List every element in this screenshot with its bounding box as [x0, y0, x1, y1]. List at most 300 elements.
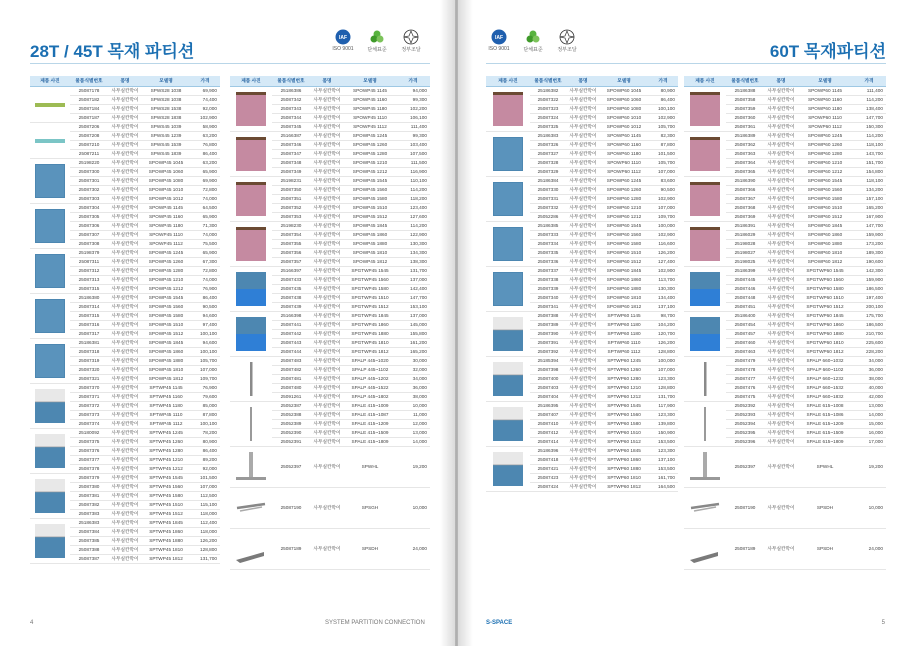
product-photo-cell	[486, 447, 530, 492]
name-cell: 사무실칸막이	[310, 411, 344, 420]
model-cell: SPOWP60 1112	[600, 168, 648, 177]
name-cell: 사무실칸막이	[764, 240, 798, 249]
model-cell: SPWS28 1538	[142, 105, 190, 114]
item-id-cell: 25087346	[272, 141, 310, 150]
price-cell: 126,200	[648, 249, 678, 258]
model-cell: SPALE 615~1008	[798, 402, 852, 411]
price-cell: 92,000	[190, 105, 220, 114]
price-cell: 138,300	[396, 258, 430, 267]
name-cell: 사무실칸막이	[566, 438, 600, 447]
name-cell: 사무실칸막이	[310, 132, 344, 141]
model-cell: SPTWP45 1860	[142, 528, 190, 537]
price-cell: 112,500	[190, 492, 220, 501]
price-cell: 116,900	[396, 168, 430, 177]
name-cell: 사무실칸막이	[310, 195, 344, 204]
model-cell: SPOWP45 1560	[142, 303, 190, 312]
price-cell: 67,300	[190, 258, 220, 267]
name-cell: 사무실칸막이	[108, 267, 142, 276]
price-cell: 12,000	[396, 420, 430, 429]
model-cell: SPOWP60 1260	[600, 186, 648, 195]
item-id-cell: 25185394	[530, 357, 566, 366]
item-id-cell: 25186389	[726, 132, 764, 141]
model-cell: SPOWP60 1845	[798, 222, 852, 231]
name-cell: 사무실칸막이	[566, 357, 600, 366]
model-cell: SPOWP60 1012	[600, 123, 648, 132]
model-cell: SPALP 445~1522	[344, 384, 396, 393]
item-id-cell: 25052286	[530, 213, 566, 222]
model-cell: SPOWP60 1880	[600, 285, 648, 294]
table-row	[30, 339, 220, 348]
model-cell: SPOWP60 1245	[600, 177, 648, 186]
price-cell: 83,600	[648, 177, 678, 186]
price-cell: 134,200	[852, 186, 886, 195]
name-cell: 사무실칸막이	[566, 213, 600, 222]
name-cell: 사무실칸막이	[108, 231, 142, 240]
model-cell: SPTWP60 1112	[600, 348, 648, 357]
name-cell: 사무실칸막이	[108, 384, 142, 393]
bracket-icon	[688, 491, 722, 525]
name-cell: 사무실칸막이	[764, 393, 798, 402]
name-cell: 사무실칸막이	[566, 186, 600, 195]
model-cell: SPOWP45 1580	[142, 312, 190, 321]
price-cell: 34,000	[396, 375, 430, 384]
model-cell: SPTWP45 1512	[142, 510, 190, 519]
model-cell: SPGTWP45 1812	[344, 348, 396, 357]
item-id-cell: 25052389	[272, 420, 310, 429]
item-id-cell: 25087344	[272, 114, 310, 123]
item-id-cell: 25186380	[70, 294, 108, 303]
name-cell: 사무실칸막이	[108, 411, 142, 420]
table-header-row	[684, 76, 886, 87]
model-cell: SPOWP45 1512	[142, 330, 190, 339]
name-cell: 사무실칸막이	[764, 123, 798, 132]
model-cell: SPALE 615~1509	[798, 429, 852, 438]
item-id-cell: 25087442	[272, 330, 310, 339]
table-row	[230, 488, 430, 529]
model-cell: SPWS28 1838	[142, 114, 190, 123]
model-cell: SPTWP60 1180	[600, 330, 648, 339]
item-id-cell: 25087326	[530, 141, 566, 150]
price-cell: 94,000	[396, 87, 430, 96]
model-cell: SPTWP60 1212	[600, 393, 648, 402]
price-cell: 101,500	[190, 474, 220, 483]
item-id-cell: 25087448	[726, 294, 764, 303]
product-photo-cell	[230, 177, 272, 222]
price-cell: 42,000	[852, 393, 886, 402]
item-id-cell: 25087359	[726, 105, 764, 114]
model-cell: SPGTWP60 1580	[798, 285, 852, 294]
name-cell: 사무실칸막이	[566, 447, 600, 456]
price-cell: 101,500	[648, 150, 678, 159]
item-id-cell: 25087400	[530, 375, 566, 384]
name-cell: 사무실칸막이	[108, 186, 142, 195]
name-cell: 사무실칸막이	[566, 384, 600, 393]
item-id-cell: 25087424	[530, 483, 566, 492]
name-cell: 사무실칸막이	[108, 465, 142, 474]
item-id-cell: 25087324	[530, 114, 566, 123]
price-cell: 90,500	[648, 186, 678, 195]
price-cell: 127,400	[648, 258, 678, 267]
col-name: 품명	[310, 76, 344, 87]
price-cell: 107,000	[648, 168, 678, 177]
item-id-cell: 25087379	[70, 474, 108, 483]
price-cell: 13,000	[396, 429, 430, 438]
model-cell: SPOWP60 1545	[600, 222, 648, 231]
model-cell: SPOWP60 1510	[600, 249, 648, 258]
price-cell: 74,400	[190, 96, 220, 105]
item-id-cell: 25087315	[70, 285, 108, 294]
name-cell: 사무실칸막이	[108, 159, 142, 168]
model-cell: SPOWP45 1210	[142, 276, 190, 285]
pink-fabric-panel-icon	[690, 92, 720, 126]
left-cert-logos	[330, 29, 424, 53]
product-photo-cell	[230, 132, 272, 177]
price-cell: 128,800	[190, 546, 220, 555]
model-cell: SPOWP45 1510	[344, 204, 396, 213]
name-cell: 사무실칸막이	[764, 177, 798, 186]
product-photo-cell	[684, 132, 726, 177]
item-id-cell: 25087480	[272, 384, 310, 393]
item-id-cell: 25087435	[272, 285, 310, 294]
teal-strip-panel-icon	[35, 128, 65, 154]
product-photo-cell	[684, 87, 726, 132]
item-id-cell: 25087356	[272, 249, 310, 258]
name-cell: 사무실칸막이	[566, 420, 600, 429]
model-cell: SPOWP45 1210	[344, 159, 396, 168]
product-photo-cell	[30, 519, 70, 564]
product-photo-cell	[486, 267, 530, 312]
model-cell: SPTWP60 1110	[600, 339, 648, 348]
table-row	[684, 132, 886, 141]
price-cell: 109,700	[648, 213, 678, 222]
model-cell: SPOWP45 1545	[344, 177, 396, 186]
model-cell: SPSDH	[798, 529, 852, 570]
table-header-row	[486, 76, 678, 87]
model-cell: SPTWP45 1180	[142, 402, 190, 411]
model-cell: SPTWP45 1560	[142, 483, 190, 492]
name-cell: 사무실칸막이	[764, 529, 798, 570]
price-cell: 10,000	[852, 488, 886, 529]
item-id-cell: 25052392	[726, 402, 764, 411]
price-cell: 87,800	[190, 411, 220, 420]
name-cell: 사무실칸막이	[566, 105, 600, 114]
name-cell: 사무실칸막이	[764, 105, 798, 114]
item-id-cell: 25198220	[70, 159, 108, 168]
price-cell: 138,400	[852, 105, 886, 114]
name-cell: 사무실칸막이	[566, 483, 600, 492]
price-cell: 147,700	[852, 114, 886, 123]
price-cell: 102,900	[190, 114, 220, 123]
table-row	[684, 447, 886, 488]
price-cell: 89,200	[190, 456, 220, 465]
item-id-cell: 25087371	[70, 393, 108, 402]
name-cell: 사무실칸막이	[310, 303, 344, 312]
product-photo-cell	[230, 402, 272, 447]
price-cell: 69,900	[190, 177, 220, 186]
group-standard-logo-icon	[525, 29, 541, 45]
table-row	[486, 357, 678, 366]
item-id-cell: 25166398	[272, 312, 310, 321]
item-id-cell: 25087362	[726, 141, 764, 150]
model-cell: SPOWP60 1112	[798, 123, 852, 132]
product-photo-cell	[230, 447, 272, 488]
blue-fabric-panel-icon	[493, 182, 523, 216]
item-id-cell: 25087388	[70, 546, 108, 555]
item-id-cell: 25087410	[530, 420, 566, 429]
model-cell: SPALE 415~1509	[344, 429, 396, 438]
model-cell: SPTWP45 1245	[142, 429, 190, 438]
name-cell: 사무실칸막이	[108, 249, 142, 258]
table-row	[230, 357, 430, 366]
product-photo-cell	[486, 222, 530, 267]
item-id-cell: 25087454	[726, 321, 764, 330]
iso-logo-icon	[491, 29, 507, 45]
item-id-cell: 25087339	[530, 285, 566, 294]
price-cell: 200,100	[852, 303, 886, 312]
item-id-cell: 25087391	[530, 339, 566, 348]
name-cell: 사무실칸막이	[566, 411, 600, 420]
model-cell: SPOWP45 1145	[344, 87, 396, 96]
col-model: 모델명	[600, 76, 648, 87]
price-cell: 137,100	[648, 303, 678, 312]
model-cell: SPOWP45 1860	[142, 348, 190, 357]
price-cell: 40,000	[852, 384, 886, 393]
item-id-cell: 25087446	[726, 285, 764, 294]
price-cell: 161,200	[396, 339, 430, 348]
price-cell: 153,500	[648, 438, 678, 447]
name-cell: 사무실칸막이	[310, 285, 344, 294]
model-cell: SPOWP60 1580	[600, 240, 648, 249]
price-cell: 94,600	[190, 312, 220, 321]
name-cell: 사무실칸막이	[310, 168, 344, 177]
price-cell: 76,800	[190, 141, 220, 150]
name-cell: 사무실칸막이	[108, 447, 142, 456]
item-id-cell: 25052397	[272, 447, 310, 488]
iso-cert	[330, 29, 356, 53]
right-table-2	[684, 76, 886, 570]
item-id-cell: 25087331	[530, 195, 566, 204]
pink-fabric-panel-icon	[493, 92, 523, 126]
price-cell: 36,000	[852, 366, 886, 375]
col-price: 가격	[190, 76, 220, 87]
price-cell: 97,400	[190, 321, 220, 330]
price-cell: 105,700	[648, 123, 678, 132]
two-tone-panel-icon	[35, 389, 65, 423]
item-id-cell: 25087317	[70, 330, 108, 339]
model-cell: SPTWP45 1145	[142, 384, 190, 393]
col-photo: 제품 사진	[486, 76, 530, 87]
price-cell: 130,300	[396, 240, 430, 249]
price-cell: 137,100	[648, 456, 678, 465]
model-cell: SPOWP60 1845	[600, 267, 648, 276]
price-cell: 100,100	[190, 348, 220, 357]
name-cell: 사무실칸막이	[566, 222, 600, 231]
model-cell: SPTWP45 1810	[142, 546, 190, 555]
price-cell: 86,400	[190, 294, 220, 303]
name-cell: 사무실칸막이	[764, 330, 798, 339]
name-cell: 사무실칸막이	[108, 393, 142, 402]
item-id-cell: 25087348	[272, 159, 310, 168]
price-cell: 126,200	[648, 339, 678, 348]
item-id-cell: 25087315	[70, 312, 108, 321]
name-cell: 사무실칸막이	[108, 132, 142, 141]
item-id-cell: 25186388	[726, 87, 764, 96]
item-id-cell: 25166387	[272, 132, 310, 141]
item-id-cell: 25186395	[530, 402, 566, 411]
name-cell: 사무실칸막이	[764, 375, 798, 384]
name-cell: 사무실칸막이	[108, 510, 142, 519]
product-photo-cell	[230, 267, 272, 312]
name-cell: 사무실칸막이	[566, 267, 600, 276]
item-id-cell: 25087367	[726, 195, 764, 204]
name-cell: 사무실칸막이	[310, 258, 344, 267]
price-cell: 155,800	[396, 330, 430, 339]
name-cell: 사무실칸막이	[764, 411, 798, 420]
price-cell: 186,500	[852, 321, 886, 330]
model-cell: SPTWP45 1112	[142, 420, 190, 429]
col-name: 품명	[764, 76, 798, 87]
model-cell: SPGTWP45 1510	[344, 294, 396, 303]
item-id-cell: 25087475	[726, 393, 764, 402]
name-cell: 사무실칸막이	[566, 150, 600, 159]
item-id-cell: 25091261	[272, 393, 310, 402]
table-row	[684, 222, 886, 231]
price-cell: 107,000	[190, 366, 220, 375]
price-cell: 99,300	[396, 132, 430, 141]
name-cell: 사무실칸막이	[108, 492, 142, 501]
name-cell: 사무실칸막이	[566, 123, 600, 132]
name-cell: 사무실칸막이	[764, 141, 798, 150]
name-cell: 사무실칸막이	[566, 168, 600, 177]
price-cell: 147,700	[396, 294, 430, 303]
price-cell: 117,900	[648, 402, 678, 411]
item-id-cell: 25087312	[70, 267, 108, 276]
price-cell: 72,800	[190, 267, 220, 276]
item-id-cell: 25087374	[70, 420, 108, 429]
item-id-cell: 25087390	[530, 330, 566, 339]
model-cell: SPTWP45 1845	[142, 519, 190, 528]
name-cell: 사무실칸막이	[764, 438, 798, 447]
left-page-title: 28T / 45T 목재 파티션	[30, 42, 195, 61]
item-id-cell: 25087369	[726, 213, 764, 222]
right-brand-logo: S-SPACE	[486, 620, 513, 626]
price-cell: 17,000	[852, 438, 886, 447]
name-cell: 사무실칸막이	[566, 177, 600, 186]
table-row	[30, 87, 220, 96]
product-photo-cell	[486, 132, 530, 177]
name-cell: 사무실칸막이	[310, 141, 344, 150]
item-id-cell: 25186391	[726, 222, 764, 231]
table-row	[30, 204, 220, 213]
name-cell: 사무실칸막이	[764, 276, 798, 285]
name-cell: 사무실칸막이	[764, 384, 798, 393]
name-cell: 사무실칸막이	[764, 195, 798, 204]
right-page-title: 60T 목재파티션	[769, 42, 886, 61]
name-cell: 사무실칸막이	[108, 348, 142, 357]
item-id-cell: 25087327	[530, 150, 566, 159]
price-cell: 94,600	[190, 339, 220, 348]
price-cell: 15,000	[852, 420, 886, 429]
col-price: 가격	[648, 76, 678, 87]
table-row	[30, 474, 220, 483]
table-row	[684, 177, 886, 186]
item-id-cell: 25087333	[530, 231, 566, 240]
name-cell: 사무실칸막이	[108, 204, 142, 213]
product-photo-cell	[684, 222, 726, 267]
name-cell: 사무실칸막이	[566, 195, 600, 204]
wheel-base-icon	[234, 450, 268, 484]
item-id-cell: 25087423	[530, 474, 566, 483]
blue-fabric-panel-icon	[35, 254, 65, 288]
price-cell: 173,200	[852, 240, 886, 249]
item-id-cell: 25087304	[70, 204, 108, 213]
price-cell: 175,700	[852, 312, 886, 321]
price-cell: 74,000	[190, 276, 220, 285]
name-cell: 사무실칸막이	[566, 240, 600, 249]
price-cell: 153,100	[396, 303, 430, 312]
table-row	[486, 222, 678, 231]
col-item-id: 물품식별번호	[726, 76, 764, 87]
model-cell: SPSDH	[344, 529, 396, 570]
model-cell: SPOWP45 1180	[344, 105, 396, 114]
name-cell: 사무실칸막이	[108, 519, 142, 528]
model-cell: SPTWP45 1160	[142, 393, 190, 402]
product-photo-cell	[30, 294, 70, 339]
price-cell: 10,000	[396, 488, 430, 529]
price-cell: 118,000	[190, 510, 220, 519]
right-table-1	[486, 76, 678, 492]
name-cell: 사무실칸막이	[108, 195, 142, 204]
name-cell: 사무실칸막이	[310, 114, 344, 123]
model-cell: SPOWP60 1812	[798, 258, 852, 267]
table-row	[30, 159, 220, 168]
price-cell: 118,100	[852, 141, 886, 150]
model-cell: SPOWP45 1280	[344, 150, 396, 159]
two-tone-panel-icon	[35, 434, 65, 468]
support-foot-icon	[688, 532, 722, 566]
product-photo-cell	[230, 357, 272, 402]
name-cell: 사무실칸막이	[764, 267, 798, 276]
name-cell: 사무실칸막이	[108, 123, 142, 132]
name-cell: 사무실칸막이	[108, 168, 142, 177]
name-cell: 사무실칸막이	[764, 488, 798, 529]
item-id-cell: 25087392	[530, 348, 566, 357]
name-cell: 사무실칸막이	[108, 438, 142, 447]
model-cell: SPTWP60 1845	[600, 447, 648, 456]
price-cell: 134,400	[648, 294, 678, 303]
price-cell: 65,900	[190, 213, 220, 222]
table-row	[230, 177, 430, 186]
price-cell: 99,300	[396, 96, 430, 105]
name-cell: 사무실칸막이	[310, 213, 344, 222]
item-id-cell: 25198028	[726, 240, 764, 249]
model-cell: SPOWP45 1060	[142, 168, 190, 177]
table-row	[684, 312, 886, 321]
model-cell: SPTWP60 1545	[600, 402, 648, 411]
price-cell: 79,600	[190, 393, 220, 402]
item-id-cell: 25087360	[726, 114, 764, 123]
item-id-cell: 25087314	[70, 303, 108, 312]
table-row	[30, 294, 220, 303]
item-id-cell: 25087352	[272, 204, 310, 213]
item-id-cell: 25087301	[70, 177, 108, 186]
name-cell: 사무실칸막이	[764, 132, 798, 141]
name-cell: 사무실칸막이	[310, 429, 344, 438]
name-cell: 사무실칸막이	[764, 150, 798, 159]
model-cell: SPGTWP60 1810	[798, 339, 852, 348]
name-cell: 사무실칸막이	[310, 357, 344, 366]
item-id-cell: 25087353	[272, 213, 310, 222]
